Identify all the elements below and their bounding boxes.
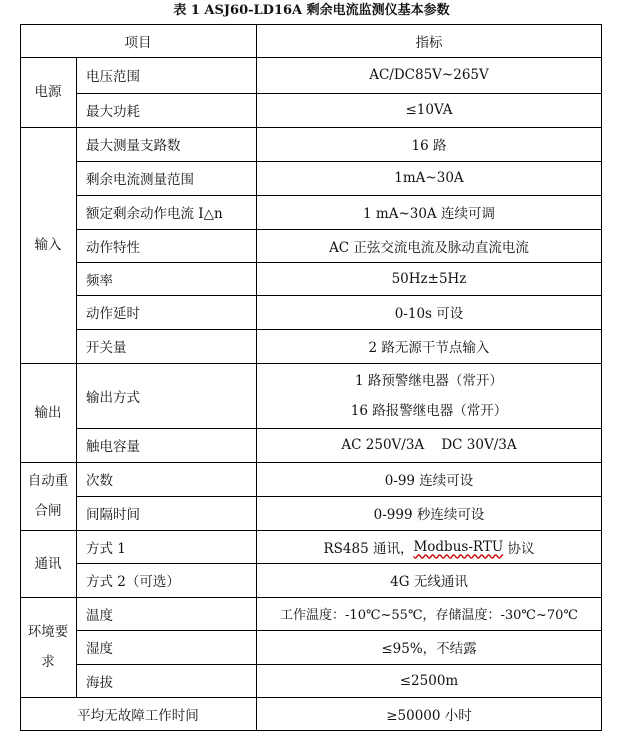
row-value: 16 路: [411, 138, 447, 154]
row-value-multiline: [256, 363, 602, 428]
parameter-table: [20, 24, 602, 730]
row-value: 50Hz±5Hz: [391, 270, 467, 287]
row-label: 剩余电流测量范围: [86, 172, 194, 188]
section-line: 求: [41, 654, 55, 670]
row-value: ≤95%，不结露: [381, 641, 477, 657]
row-label: 间隔时间: [86, 507, 140, 523]
value-part: RS485 通讯，: [323, 540, 414, 557]
row-label: 动作特性: [86, 239, 140, 256]
row-label: 电压范围: [86, 69, 140, 85]
row-label: 最大功耗: [86, 104, 140, 120]
section-line: 合闸: [34, 503, 62, 519]
row-label: 动作延时: [86, 306, 140, 322]
row-label: 湿度: [86, 641, 113, 657]
mtbf-label: 平均无故障工作时间: [77, 707, 199, 724]
header-spec: 指标: [415, 34, 443, 51]
section-line: 环境要: [27, 624, 69, 640]
value-line: 1 路预警继电器（常开）: [355, 372, 503, 389]
row-label: 频率: [86, 272, 113, 289]
row-label: 海拔: [86, 674, 113, 691]
row-label: 额定剩余动作电流 I△n: [86, 206, 223, 222]
row-value: 工作温度：-10℃~55℃，存储温度：-30℃~70℃: [280, 608, 578, 623]
row-value: 1 mA~30A 连续可调: [363, 206, 495, 222]
section-output: 输出: [34, 404, 62, 421]
row-value: AC/DC85V~265V: [369, 67, 489, 83]
row-label: 最大测量支路数: [86, 138, 181, 154]
row-value: AC 250V/3A DC 30V/3A: [341, 437, 517, 453]
section-line: 自动重: [27, 473, 69, 489]
mtbf-value: ≥50000 小时: [386, 707, 472, 724]
section-input: 输入: [34, 237, 62, 253]
row-label: 方式 2（可选）: [86, 574, 180, 590]
table-caption: 表 1 ASJ60-LD16A 剩余电流监测仪基本参数: [173, 3, 450, 18]
header-item: 项目: [124, 34, 152, 51]
row-value: 0-10s 可设: [394, 306, 464, 322]
section-auto-reclose: [20, 462, 76, 530]
row-label: 输出方式: [86, 389, 140, 406]
row-label: 触电容量: [86, 439, 140, 455]
row-value: 0-999 秒连续可设: [373, 507, 485, 523]
value-part: 协议: [503, 540, 535, 557]
row-value: [256, 530, 602, 563]
row-label: 次数: [86, 473, 113, 489]
value-line: 16 路报警继电器（常开）: [350, 402, 508, 419]
section-power: 电源: [34, 84, 62, 100]
row-label: 温度: [86, 607, 113, 624]
row-label: 方式 1: [86, 540, 126, 557]
row-value: 1mA~30A: [394, 170, 464, 186]
row-value: AC 正弦交流电流及脉动直流电流: [329, 239, 529, 256]
section-communication: 通讯: [34, 555, 62, 572]
section-environment: [20, 597, 76, 697]
row-value: 4G 无线通讯: [390, 574, 468, 590]
row-value: ≤2500m: [399, 672, 459, 689]
row-value: 0-99 连续可设: [384, 473, 474, 489]
row-value: ≤10VA: [405, 102, 453, 118]
row-value: 2 路无源干节点输入: [368, 340, 490, 356]
value-part-underlined: Modbus-RTU: [413, 538, 504, 555]
row-label: 开关量: [86, 340, 127, 356]
